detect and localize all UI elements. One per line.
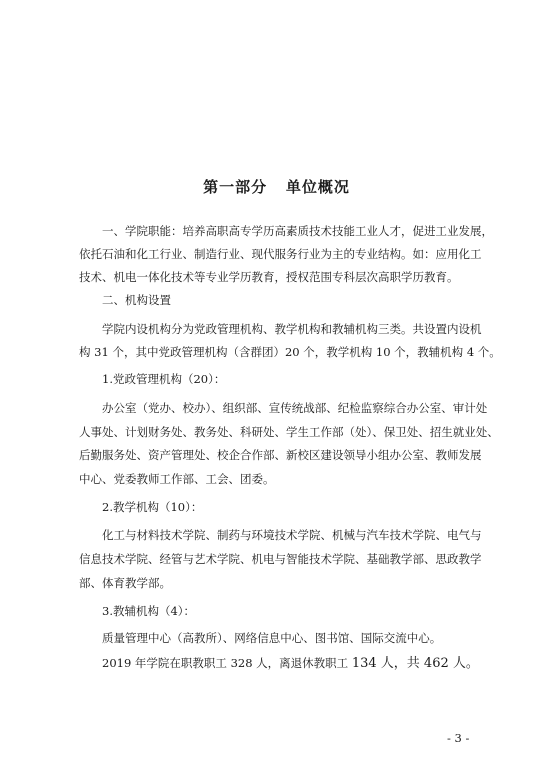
support-heading: 3.教辅机构（4）： [102, 604, 196, 618]
section1-line1: 一、学院职能：培养高职高专学历高素质技术技能工业人才，促进工业发展， [102, 224, 493, 238]
teaching-heading: 2.教学机构（10）： [102, 500, 203, 514]
support-line1: 质量管理中心（高教所）、网络信息中心、图书馆、国际交流中心。 [102, 631, 442, 645]
party-line4: 中心、党委教师工作部、工会、团委。 [79, 472, 275, 486]
section2-heading: 二、机构设置 [102, 293, 171, 307]
teaching-line3: 部、体育教学部。 [79, 576, 171, 590]
teaching-line1: 化工与材料技术学院、制药与环境技术学院、机械与汽车技术学院、电气与 [102, 528, 482, 542]
party-line1: 办公室（党办、校办）、组织部、宣传统战部、纪检监察综合办公室、审计处 [102, 401, 488, 415]
staff-summary-part2: 134 人，共 462 人。 [351, 656, 479, 671]
party-line3: 后勤服务处、资产管理处、校企合作部、新校区建设领导小组办公室、教师发展 [79, 448, 482, 462]
section1-line2: 依托石油和化工行业、制造行业、现代服务行业为主的专业结构。如：应用化工 [79, 247, 482, 261]
staff-summary [102, 655, 479, 672]
party-heading: 1.党政管理机构（20）： [102, 372, 226, 386]
teaching-line2: 信息技术学院、经管与艺术学院、机电与智能技术学院、基础教学部、思政教学 [79, 552, 482, 566]
party-line2: 人事处、计划财务处、教务处、科研处、学生工作部（处）、保卫处、招生就业处、 [79, 425, 499, 439]
section2-intro-line2: 构 31 个，其中党政管理机构（含群团）20 个，教学机构 10 个，教辅机构 4 个。 [79, 345, 501, 359]
section2-intro-line1: 学院内设机构分为党政管理机构、教学机构和教辅机构三类。共设置内设机 [102, 322, 482, 336]
page-title: 第一部分 单位概况 [203, 178, 350, 196]
staff-summary-part1: 2019 年学院在职教职工 328 人，离退休教职工 [102, 656, 352, 670]
page-number: - 3 - [447, 731, 470, 745]
section1-line3: 技术、机电一体化技术等专业学历教育，授权范围专科层次高职学历教育。 [79, 270, 459, 284]
